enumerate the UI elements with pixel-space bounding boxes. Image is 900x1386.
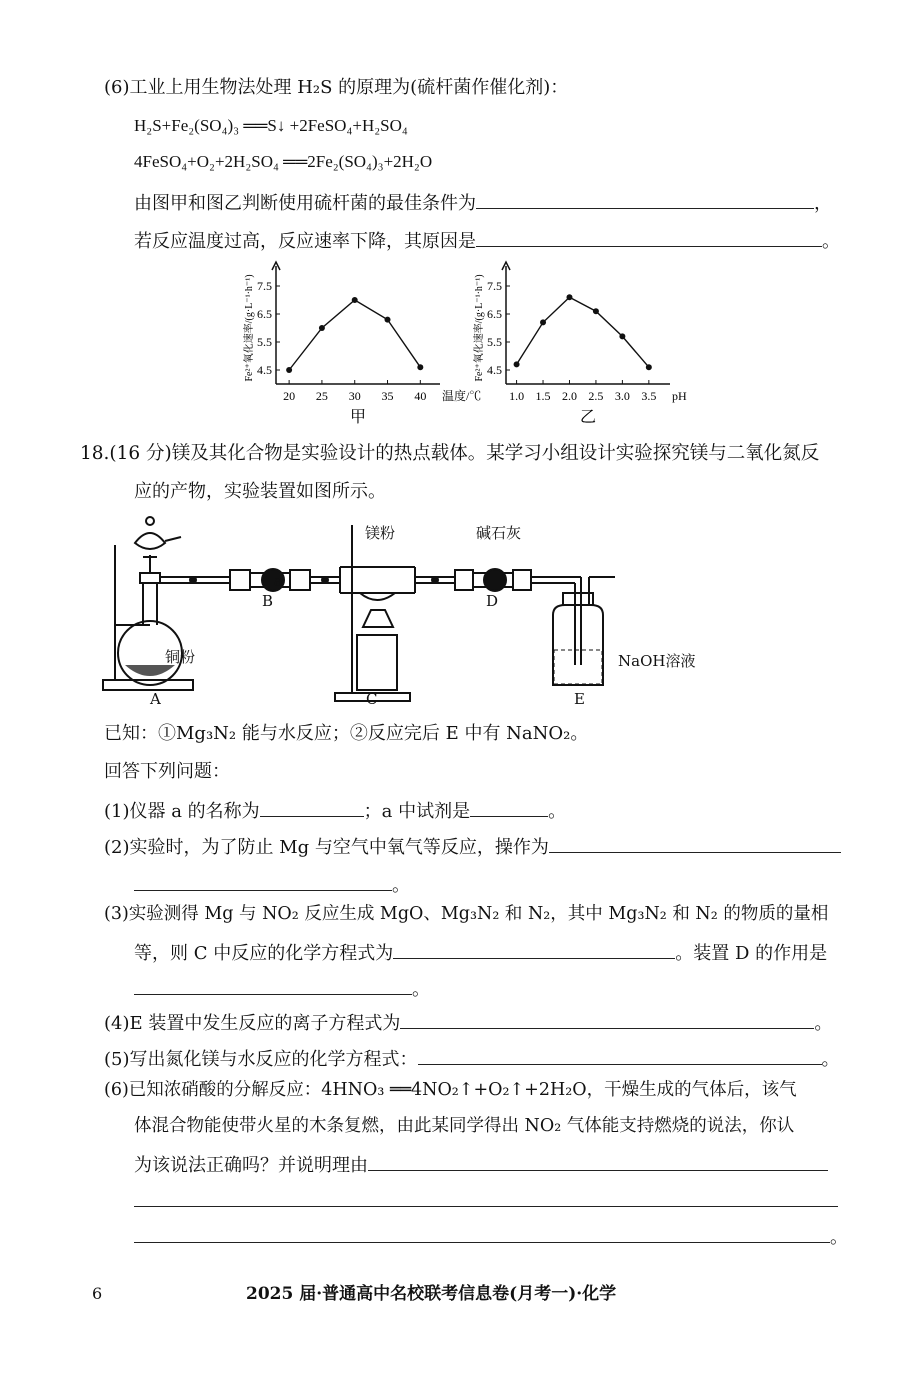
page-number: 6: [92, 1284, 103, 1303]
chart-jia-data-point: [319, 325, 325, 331]
label-A: A: [150, 690, 161, 708]
q2-text: (2)实验时，为了防止 Mg 与空气中氧气等反应，操作为: [104, 837, 549, 858]
q1-text-b: ；a 中试剂是: [363, 801, 471, 822]
question-best-condition: [134, 188, 832, 216]
chart-jia-ylabel: Fe²⁺氧化速率/(g·L⁻¹·h⁻¹): [244, 274, 255, 382]
chart-yi-caption: 乙: [579, 409, 597, 426]
chart-yi-xtick-label: 3.5: [641, 389, 657, 403]
label-C: C: [366, 690, 378, 708]
chart-yi-data-point: [619, 333, 625, 339]
answer-blank-instrument-name[interactable]: [260, 796, 364, 817]
q6-text: 为该说法正确吗？并说明理由: [134, 1155, 368, 1176]
punct: 。: [412, 979, 430, 1000]
chart-yi-xtick-label: 3.0: [614, 389, 630, 403]
chart-jia-xtick-label: 25: [315, 389, 328, 403]
question-1: [104, 796, 566, 824]
chart-yi-ytick-label: 4.5: [487, 363, 502, 377]
q17-part6-intro: (6)工业上用生物法处理 H₂S 的原理为(硫杆菌作催化剂)：: [104, 77, 569, 98]
answer-blank-equation-c[interactable]: [393, 938, 675, 959]
chart-yi-data-point: [540, 319, 546, 325]
question-6-line1: (6)已知浓硝酸的分解反应：4HNO₃ ══4NO₂↑+O₂↑+2H₂O，干燥生成的气体后，该气: [104, 1080, 797, 1100]
question-3-line1: (3)实验测得 Mg 与 NO₂ 反应生成 MgO、Mg₃N₂ 和 N₂，其中 Mg₃N₂ 和 N₂ 的物质的量相: [104, 904, 829, 924]
chart-yi-xtick-label: 1.5: [535, 389, 551, 403]
chart-yi-data-point: [593, 308, 599, 314]
label-naoh: NaOH溶液: [618, 652, 696, 670]
chart-yi-data-point: [566, 294, 572, 300]
punct: 。: [392, 875, 410, 896]
equation-2: 4FeSO₄+O₂+2H₂SO₄ ══2Fe₂(SO₄)₃+2H₂O: [134, 152, 433, 171]
wood-block: [357, 635, 397, 690]
punct: 。: [548, 801, 567, 822]
chart-jia-xtick-label: 30: [348, 389, 361, 403]
q18-heading-line1: 18.(16 分)镁及其化合物是实验设计的热点载体。某学习小组设计实验探究镁与二氧化氮反: [80, 443, 820, 464]
chart-jia-ytick-label: 4.5: [257, 363, 272, 377]
question-6-line3: [134, 1150, 828, 1178]
apparatus-diagram: [95, 515, 735, 715]
q4-text: (4)E 装置中发生反应的离子方程式为: [104, 1013, 401, 1034]
punct: 。: [830, 1227, 848, 1248]
question-reason-text: 若反应温度过高，反应速率下降，其原因是: [134, 231, 476, 252]
chart-jia-data-point: [385, 317, 391, 323]
chart-yi-data-point: [646, 364, 652, 370]
label-D: D: [486, 592, 499, 610]
question-6-line4: [134, 1186, 838, 1214]
chart-jia-xtick-label: 40: [414, 389, 427, 403]
answer-blank-mg3n2-equation[interactable]: [418, 1044, 822, 1065]
question-3-line3: [134, 974, 430, 1002]
chart-jia-ytick-label: 6.5: [257, 307, 272, 321]
chart-jia-series-line: [289, 300, 420, 370]
label-copper-powder: 铜粉: [165, 648, 196, 666]
chart-yi-xlabel: pH: [672, 389, 687, 403]
chart-yi-ytick-label: 5.5: [487, 335, 502, 349]
chart-yi-xtick-label: 2.0: [561, 389, 577, 403]
label-B: B: [262, 592, 274, 610]
chart-jia-xlabel: 温度/℃: [442, 389, 482, 403]
question-2-cont: [134, 870, 410, 898]
q3-text-b: 。装置 D 的作用是: [675, 943, 828, 964]
question-6-line2: 体混合物能使带火星的木条复燃，由此某同学得出 NO₂ 气体能支持燃烧的说法，你认: [134, 1116, 795, 1136]
answer-blank-reagent[interactable]: [470, 796, 548, 817]
footer-title: 2025 届·普通高中名校联考信息卷(月考一)·化学: [246, 1284, 617, 1304]
q3-text-a: 等，则 C 中反应的化学方程式为: [134, 943, 394, 964]
q18-heading-line2: 应的产物，实验装置如图所示。: [134, 481, 386, 502]
funnel-a: [135, 533, 165, 549]
answer-blank-device-d[interactable]: [134, 974, 412, 995]
answer-blank-reason[interactable]: [476, 226, 822, 247]
q1-text-a: (1)仪器 a 的名称为: [104, 801, 260, 822]
question-5: [104, 1044, 840, 1072]
q5-text: (5)写出氮化镁与水反应的化学方程式：: [104, 1049, 418, 1070]
label-soda-lime: 碱石灰: [476, 524, 522, 542]
question-3-line2: [134, 938, 827, 966]
chart-yi-ytick-label: 6.5: [487, 307, 502, 321]
answer-prompt: 回答下列问题：: [104, 761, 230, 782]
chart-ph: [470, 258, 700, 428]
chart-yi-xtick-label: 1.0: [509, 389, 525, 403]
chart-yi-data-point: [514, 361, 520, 367]
chart-jia-caption: 甲: [349, 409, 367, 426]
answer-blank-ionic-equation[interactable]: [400, 1008, 814, 1029]
alcohol-lamp: [363, 610, 393, 627]
answer-blank-reason-2[interactable]: [134, 1186, 838, 1207]
punct: ，: [814, 193, 832, 214]
answer-blank-best-condition[interactable]: [476, 188, 814, 209]
chart-jia-ytick-label: 7.5: [257, 279, 272, 293]
question-2: [104, 832, 841, 860]
chart-yi-ylabel: Fe²⁺氧化速率/(g·L⁻¹·h⁻¹): [474, 274, 485, 382]
question-6-line5: [134, 1222, 848, 1250]
chart-jia-data-point: [352, 297, 358, 303]
label-a: a: [274, 572, 283, 590]
equation-1: H₂S+Fe₂(SO₄)₃ ══S↓ +2FeSO₄+H₂SO₄: [134, 116, 408, 135]
punct: 。: [822, 231, 840, 252]
chart-jia-data-point: [417, 364, 423, 370]
label-E: E: [574, 690, 585, 708]
chart-jia-xtick-label: 20: [283, 389, 296, 403]
chart-jia-xtick-label: 35: [381, 389, 394, 403]
chart-jia-ytick-label: 5.5: [257, 335, 272, 349]
chart-temperature: [240, 258, 482, 428]
answer-blank-reason-3[interactable]: [134, 1222, 830, 1243]
wash-bottle-e: [553, 605, 603, 685]
magnesium-powder: [360, 593, 395, 600]
answer-blank-operation[interactable]: [549, 832, 841, 853]
naoh-solution: [554, 650, 602, 684]
label-magnesium-powder: 镁粉: [365, 524, 396, 542]
chart-yi-ytick-label: 7.5: [487, 279, 502, 293]
question-4: [104, 1008, 832, 1036]
answer-blank-reason-1[interactable]: [368, 1150, 828, 1171]
punct: 。: [814, 1013, 833, 1034]
chart-jia-data-point: [286, 367, 292, 373]
answer-blank-operation-2[interactable]: [134, 870, 392, 891]
chart-yi-xtick-label: 2.5: [588, 389, 604, 403]
punct: 。: [821, 1049, 840, 1070]
chart-yi-series-line: [517, 297, 649, 367]
question-best-text: 由图甲和图乙判断使用硫杆菌的最佳条件为: [134, 193, 476, 214]
known-info: 已知：①Mg₃N₂ 能与水反应；②反应完后 E 中有 NaNO₂。: [104, 723, 589, 744]
question-reason: [134, 226, 840, 254]
